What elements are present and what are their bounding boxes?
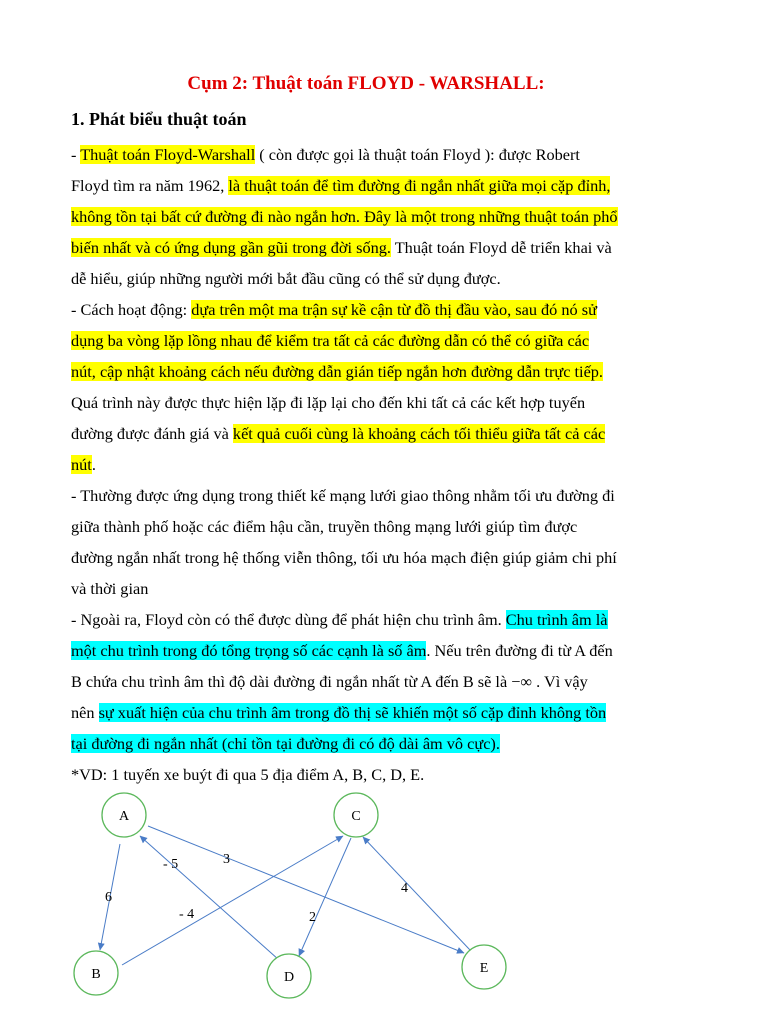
example-line xyxy=(71,759,667,790)
section-heading: 1. Phát biểu thuật toán xyxy=(71,109,247,129)
text-line xyxy=(71,480,667,511)
highlighted-text: Chu trình âm là xyxy=(505,610,608,629)
text-line xyxy=(71,263,667,294)
highlighted-text: dựa trên một ma trận sự kề cận từ đồ thị đầu vào, sau đó nó sử xyxy=(191,300,597,319)
text-run: Quá trình này được thực hiện lặp đi lặp lại cho đến khi tất cả các kết hợp tuyến xyxy=(71,393,586,412)
weight-label-ab: 6 xyxy=(105,890,112,905)
text-run: đường ngắn nhất trong hệ thống viễn thông, tối ưu hóa mạch điện giúp giảm chi phí xyxy=(71,548,617,567)
text-run: Floyd tìm ra năm 1962, xyxy=(71,176,229,195)
weight-label-ec: 4 xyxy=(401,881,408,896)
highlighted-text: tại đường đi ngắn nhất (chỉ tồn tại đường đi có độ dài âm vô cực). xyxy=(71,734,500,753)
highlighted-text: nút xyxy=(71,455,92,474)
text-run: Thuật toán Floyd dễ triển khai và xyxy=(390,238,612,257)
text-run: - Cách hoạt động: xyxy=(71,300,192,319)
text-line xyxy=(71,573,667,604)
text-line xyxy=(71,697,667,728)
text-line xyxy=(71,356,667,387)
weight-label-ae: 3 xyxy=(223,852,230,867)
node-d xyxy=(267,954,311,998)
body-text xyxy=(71,139,667,790)
node-label-a: A xyxy=(118,809,130,824)
highlighted-text: dụng ba vòng lặp lồng nhau để kiểm tra tất cả các đường dẫn có thể có giữa các xyxy=(71,331,590,350)
text-line xyxy=(71,542,667,573)
text-line xyxy=(71,232,667,263)
text-line xyxy=(71,294,667,325)
node-label-c: C xyxy=(351,809,361,824)
node-c xyxy=(334,793,378,837)
text-run: đường được đánh giá và xyxy=(71,424,233,443)
text-line xyxy=(71,201,667,232)
text-run: - Ngoài ra, Floyd còn có thể được dùng để phát hiện chu trình âm. xyxy=(71,610,506,629)
text-line xyxy=(71,604,667,635)
highlighted-text: nút, cập nhật khoảng cách nếu đường dẫn gián tiếp ngắn hơn đường dẫn trực tiếp. xyxy=(71,362,604,381)
text-run: và thời gian xyxy=(71,579,149,598)
text-line xyxy=(71,139,667,170)
graph-diagram xyxy=(60,790,520,1020)
highlighted-text: một chu trình trong đó tổng trọng số các cạnh là số âm xyxy=(71,641,427,660)
edge-b-c xyxy=(122,836,343,965)
text-run: . xyxy=(91,455,96,474)
node-e xyxy=(462,945,506,989)
text-line xyxy=(71,728,667,759)
highlighted-text: không tồn tại bất cứ đường đi nào ngắn hơn. Đây là một trong những thuật toán phổ xyxy=(71,207,618,226)
text-line xyxy=(71,325,667,356)
highlighted-text: biến nhất và có ứng dụng gần gũi trong đời sống. xyxy=(71,238,391,257)
highlighted-text: sự xuất hiện của chu trình âm trong đồ thị sẽ khiến một số cặp đỉnh không tồn xyxy=(98,703,607,722)
text-line xyxy=(71,387,667,418)
edge-d-a xyxy=(140,836,288,968)
text-run: B chứa chu trình âm thì độ dài đường đi ngắn nhất từ A đến B sẽ là −∞ . Vì vậy xyxy=(71,672,588,691)
page-title: Cụm 2: Thuật toán FLOYD - WARSHALL: xyxy=(187,73,545,94)
highlighted-text: là thuật toán để tìm đường đi ngắn nhất giữa mọi cặp đỉnh, xyxy=(228,176,611,195)
text-run: giữa thành phố hoặc các điểm hậu cần, truyền thông mạng lưới giúp tìm được xyxy=(71,517,578,536)
text-run: ( còn được gọi là thuật toán Floyd ): được Robert xyxy=(255,145,580,164)
weight-label-bc: - 4 xyxy=(179,907,195,922)
text-run: dễ hiểu, giúp những người mới bắt đầu cũng có thể sử dụng được. xyxy=(71,269,501,288)
text-run: - xyxy=(71,145,81,164)
node-a xyxy=(102,793,146,837)
text-run: - Thường được ứng dụng trong thiết kế mạng lưới giao thông nhằm tối ưu đường đi xyxy=(71,486,615,505)
text-line xyxy=(71,418,667,449)
node-label-b: B xyxy=(91,967,101,982)
text-line xyxy=(71,666,667,697)
node-label-e: E xyxy=(479,961,489,976)
edge-c-d xyxy=(299,838,351,956)
text-line xyxy=(71,449,667,480)
highlighted-text: Thuật toán Floyd-Warshall xyxy=(80,145,256,164)
node-b xyxy=(74,951,118,995)
weight-label-cd: 2 xyxy=(309,910,316,925)
edge-e-c xyxy=(363,837,470,950)
weight-label-da: - 5 xyxy=(163,857,179,872)
text-line xyxy=(71,511,667,542)
edge-a-e xyxy=(148,826,464,953)
text-run: . Nếu trên đường đi từ A đến xyxy=(426,641,613,660)
node-label-d: D xyxy=(283,970,295,985)
text-line xyxy=(71,170,667,201)
text-run: nên xyxy=(71,703,99,722)
highlighted-text: kết quả cuối cùng là khoảng cách tối thiểu giữa tất cả các xyxy=(232,424,606,443)
text-run: *VD: 1 tuyến xe buýt đi qua 5 địa điểm A, B, C, D, E. xyxy=(71,765,425,784)
text-line xyxy=(71,635,667,666)
